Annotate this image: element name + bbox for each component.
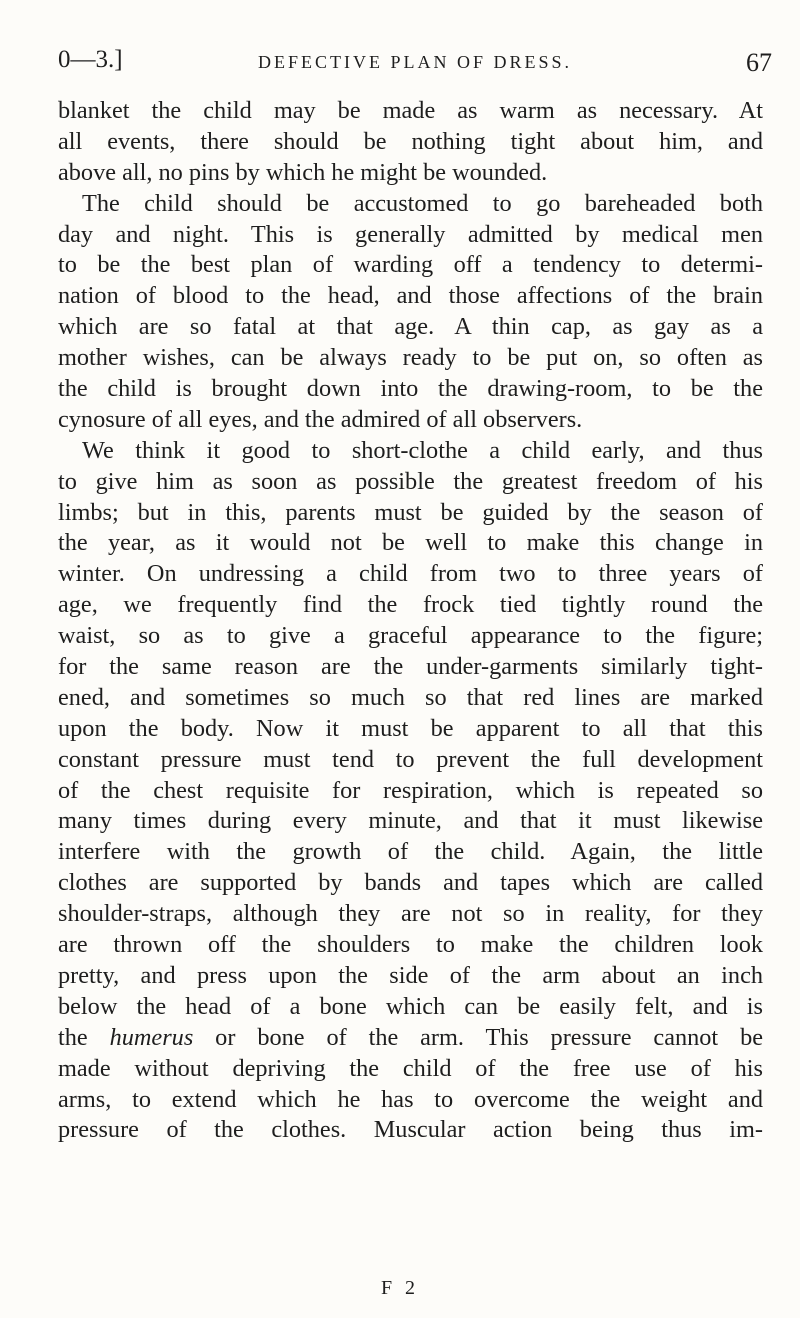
text-line: upon the body. Now it must be apparent to all that this: [58, 714, 763, 742]
text-line: shoulder-straps, although they are not so in reality, for they: [58, 900, 763, 928]
text-line: mother wishes, can be always ready to be put on, so often as: [58, 344, 763, 372]
text-line: pretty, and press upon the side of the arm about an inch: [58, 961, 763, 989]
text-line: below the head of a bone which can be easily felt, and is: [58, 992, 763, 1020]
text-line: We think it good to short-clothe a child early, and thus: [82, 436, 763, 464]
text-line: which are so fatal at that age. A thin cap, as gay as a: [58, 313, 763, 341]
text-line: nation of blood to the head, and those affections of the brain: [58, 282, 763, 310]
page-number: 67: [746, 48, 772, 77]
running-head: [58, 46, 772, 86]
text-line: age, we frequently find the frock tied tightly round the: [58, 591, 763, 619]
text-line: ened, and sometimes so much so that red lines are marked: [58, 683, 763, 711]
text-line: the year, as it would not be well to make this change in: [58, 529, 763, 557]
text-line: day and night. This is generally admitted by medical men: [58, 220, 763, 248]
text-line: constant pressure must tend to prevent the full development: [58, 745, 763, 773]
text-line: many times during every minute, and that it must likewise: [58, 807, 763, 835]
text-line: arms, to extend which he has to overcome the weight and: [58, 1085, 763, 1113]
text-line: clothes are supported by bands and tapes which are called: [58, 869, 763, 897]
text-line: all events, there should be nothing tight about him, and: [58, 127, 763, 155]
text-line: pressure of the clothes. Muscular action being thus im-: [58, 1116, 763, 1144]
italic-term: humerus: [109, 1023, 194, 1051]
running-title: DEFECTIVE PLAN OF DRESS.: [257, 52, 573, 72]
text-line: to give him as soon as possible the greatest freedom of his: [58, 467, 763, 495]
text-line: waist, so as to give a graceful appearance to the figure;: [58, 622, 763, 650]
text-line: made without depriving the child of the free use of his: [58, 1054, 763, 1082]
text-line: of the chest requisite for respiration, which is repeated so: [58, 776, 763, 804]
text-line: cynosure of all eyes, and the admired of all observers.: [58, 405, 583, 433]
text-line: blanket the child may be made as warm as necessary. At: [58, 97, 763, 124]
text-line: to be the best plan of warding off a tendency to determi-: [58, 251, 763, 279]
text-line: limbs; but in this, parents must be guided by the season of: [58, 498, 763, 526]
text-line: the humerus or bone of the arm. This pressure cannot be: [58, 1023, 763, 1051]
text-line: are thrown off the shoulders to make the children look: [58, 931, 763, 959]
signature-mark: F 2: [380, 1277, 420, 1299]
body-text: [58, 96, 763, 1146]
text-line: the child is brought down into the drawing-room, to be the: [58, 375, 763, 403]
text-line: The child should be accustomed to go bareheaded both: [82, 189, 763, 217]
text-line: winter. On undressing a child from two to three years of: [58, 560, 763, 588]
text-line: interfere with the growth of the child. Again, the little: [58, 838, 763, 866]
text-line: for the same reason are the under-garments similarly tight-: [58, 653, 763, 681]
text-line: above all, no pins by which he might be wounded.: [58, 158, 548, 186]
section-marker: 0—3.]: [58, 46, 123, 73]
